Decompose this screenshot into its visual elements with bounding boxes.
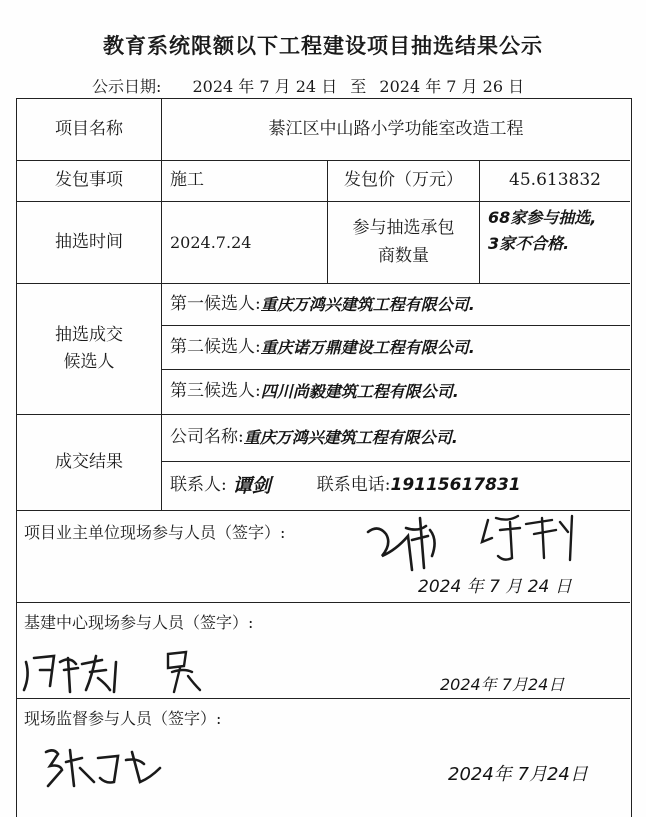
selection-time: 2024.7.24	[170, 232, 252, 252]
owner-signatures	[360, 510, 600, 580]
notice-date-from: 2024 年 7 月 24 日	[192, 77, 338, 96]
contact-label: 联系人:	[170, 475, 227, 496]
contract-price-label: 发包价（万元）	[344, 170, 463, 191]
row-divider	[16, 698, 630, 699]
contract-item: 施工	[170, 170, 204, 191]
contract-item-label: 发包事项	[55, 170, 123, 191]
contact-row	[170, 462, 630, 510]
bidders-count-label-line2: 商数量	[378, 245, 429, 266]
result-label: 成交结果	[55, 451, 123, 472]
company-name: 重庆万鸿兴建筑工程有限公司.	[243, 428, 458, 448]
infra-signature-label: 基建中心现场参与人员（签字）:	[24, 613, 254, 633]
infra-signatures	[20, 648, 240, 698]
supervisor-signature-label: 现场监督参与人员（签字）:	[24, 709, 222, 729]
owner-signature-date: 2024 年 7 月 24 日	[418, 577, 572, 597]
candidates-label-line1: 抽选成交	[55, 324, 123, 345]
notice-date	[92, 74, 532, 97]
supervisor-signature	[40, 742, 170, 792]
notice-date-separator: 至	[350, 77, 367, 96]
phone-number: 19115617831	[390, 475, 521, 496]
candidate-2-name: 重庆诺万鼎建设工程有限公司.	[260, 337, 475, 357]
candidate-2-row	[170, 326, 630, 369]
notice-date-label: 公示日期:	[92, 77, 162, 96]
bidders-count-line2: 3家不合格.	[488, 234, 570, 253]
page-title: 教育系统限额以下工程建设项目抽选结果公示	[103, 34, 543, 58]
bidders-count-label-line1: 参与抽选承包	[352, 218, 455, 239]
candidate-3-label: 第三候选人:	[170, 381, 261, 402]
candidates-label-line2: 候选人	[63, 352, 115, 372]
owner-signature-label: 项目业主单位现场参与人员（签字）:	[24, 523, 286, 543]
infra-signature-date: 2024年 7月24日	[440, 675, 565, 694]
project-name-label: 项目名称	[55, 118, 123, 139]
row-divider	[16, 602, 630, 603]
selection-time-label: 抽选时间	[55, 231, 123, 252]
candidate-1-row	[170, 284, 630, 325]
supervisor-signature-date: 2024年 7月24日	[448, 764, 588, 785]
bidders-count-handwritten	[488, 205, 596, 257]
candidate-3-row	[170, 370, 630, 414]
candidate-1-label: 第一候选人:	[170, 293, 261, 314]
candidates-label	[17, 284, 161, 414]
bidders-count-line1: 68家参与抽选,	[488, 208, 597, 227]
candidate-2-label: 第二候选人:	[170, 336, 261, 357]
candidate-1-name: 重庆万鸿兴建筑工程有限公司.	[260, 294, 475, 314]
contact-name: 谭剑	[232, 474, 271, 497]
candidate-3-name: 四川尚毅建筑工程有限公司.	[260, 382, 459, 402]
company-row	[170, 415, 630, 461]
project-name: 綦江区中山路小学功能室改造工程	[268, 118, 524, 139]
bidders-count-label	[328, 202, 479, 283]
notice-date-to: 2024 年 7 月 26 日	[379, 77, 525, 96]
phone-label: 联系电话:	[316, 475, 391, 496]
contract-price: 45.613832	[509, 170, 601, 191]
company-label: 公司名称:	[170, 427, 244, 448]
